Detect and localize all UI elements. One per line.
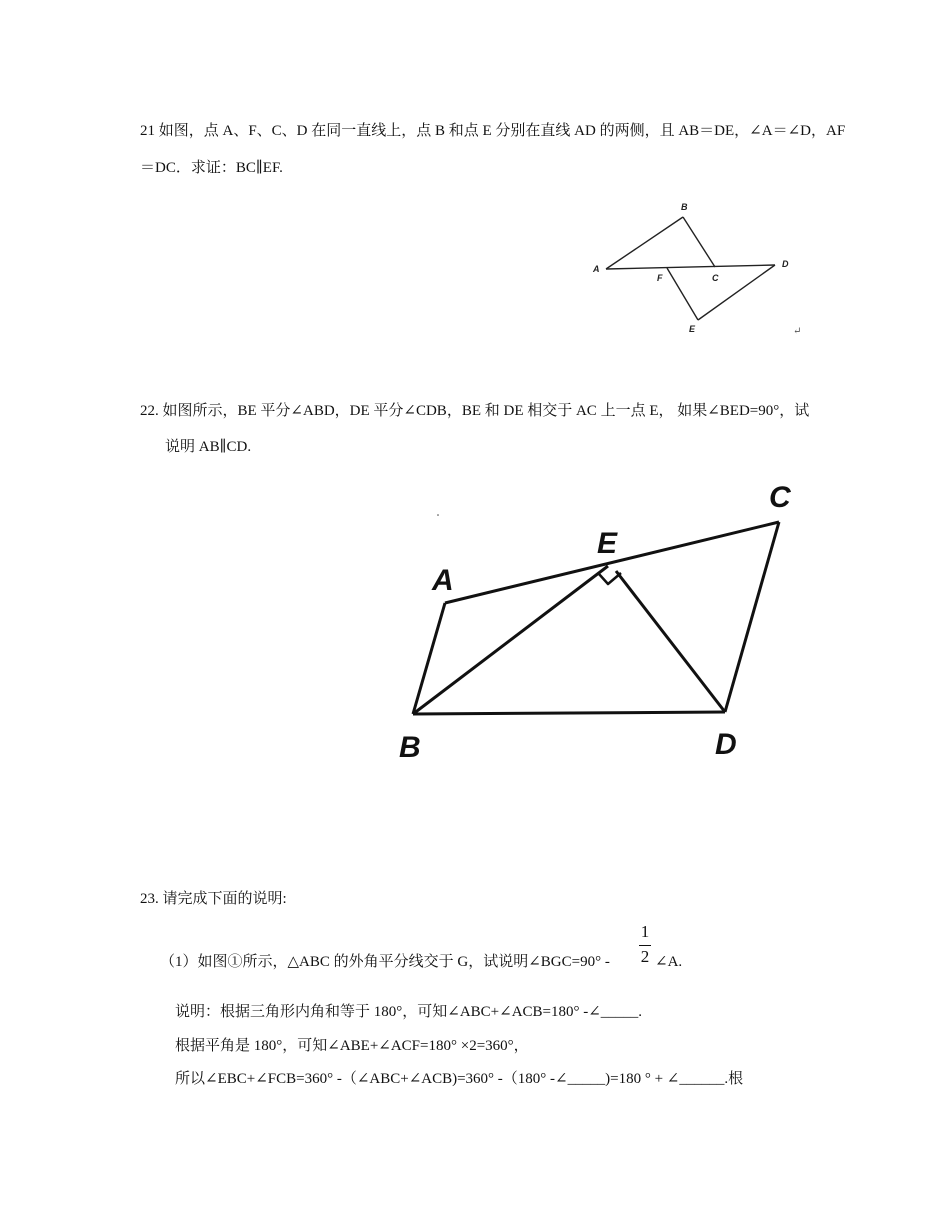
q22-stray-dot (437, 514, 439, 516)
q22-label-E: E (597, 527, 618, 560)
q22-text-line1: 22. 如图所示，BE 平分∠ABD，DE 平分∠CDB，BE 和 DE 相交于 AC 上一点 E， 如果∠BED=90°，试 (140, 403, 810, 419)
q21-return-mark: ↵ (793, 326, 802, 337)
q22-segment-DE (616, 571, 725, 712)
q22-segment-BD (413, 712, 725, 714)
q22-figure (395, 470, 815, 770)
q21-segment-AD (606, 265, 775, 269)
q23-part1-before: （1）如图①所示，△ABC 的外角平分线交于 G，试说明∠BGC=90° - (160, 954, 610, 970)
q22-right-angle-mark (599, 573, 621, 584)
q21-segment-EF (667, 268, 698, 320)
q23-explanation-line3: 所以∠EBC+∠FCB=360° -（∠ABC+∠ACB)=360° -（180° -∠_____)=180 ° + ∠______.根 (175, 1071, 744, 1087)
q23-heading: 23. 请完成下面的说明: (140, 891, 287, 907)
q21-segment-DE (698, 265, 775, 320)
q22-label-D: D (715, 728, 737, 761)
q22-segment-AB (413, 603, 445, 714)
q23-part1-after: ∠A. (655, 954, 683, 970)
q22-label-A: A (432, 564, 454, 597)
q22-text-line2: 说明 AB∥CD. (165, 439, 252, 455)
q21-label-B: B (681, 202, 688, 212)
q21-text-line2: ＝DC．求证：BC∥EF. (140, 160, 283, 176)
q23-explanation-line1: 说明：根据三角形内角和等于 180°，可知∠ABC+∠ACB=180° -∠_____. (175, 1004, 643, 1020)
q21-segment-AB (606, 217, 683, 269)
q22-label-B: B (399, 731, 421, 764)
q21-label-F: F (657, 273, 663, 283)
q23-frac-denominator: 2 (640, 947, 650, 966)
q21-label-A: A (593, 264, 600, 274)
q22-segment-CD (725, 522, 779, 712)
q21-label-D: D (782, 259, 789, 269)
q21-label-E: E (689, 324, 696, 334)
q23-frac-bar (639, 945, 651, 946)
q22-label-C: C (769, 481, 791, 514)
q23-frac-numerator: 1 (640, 922, 650, 941)
q21-label-C: C (712, 273, 719, 283)
q21-figure (585, 195, 815, 345)
q23-explanation-line2: 根据平角是 180°，可知∠ABE+∠ACF=180° ×2=360°， (175, 1038, 529, 1054)
q21-segment-BC (683, 217, 715, 267)
q21-text-line1: 21 如图，点 A、F、C、D 在同一直线上，点 B 和点 E 分别在直线 AD 的两侧，且 AB＝DE，∠A＝∠D，AF (140, 123, 846, 139)
